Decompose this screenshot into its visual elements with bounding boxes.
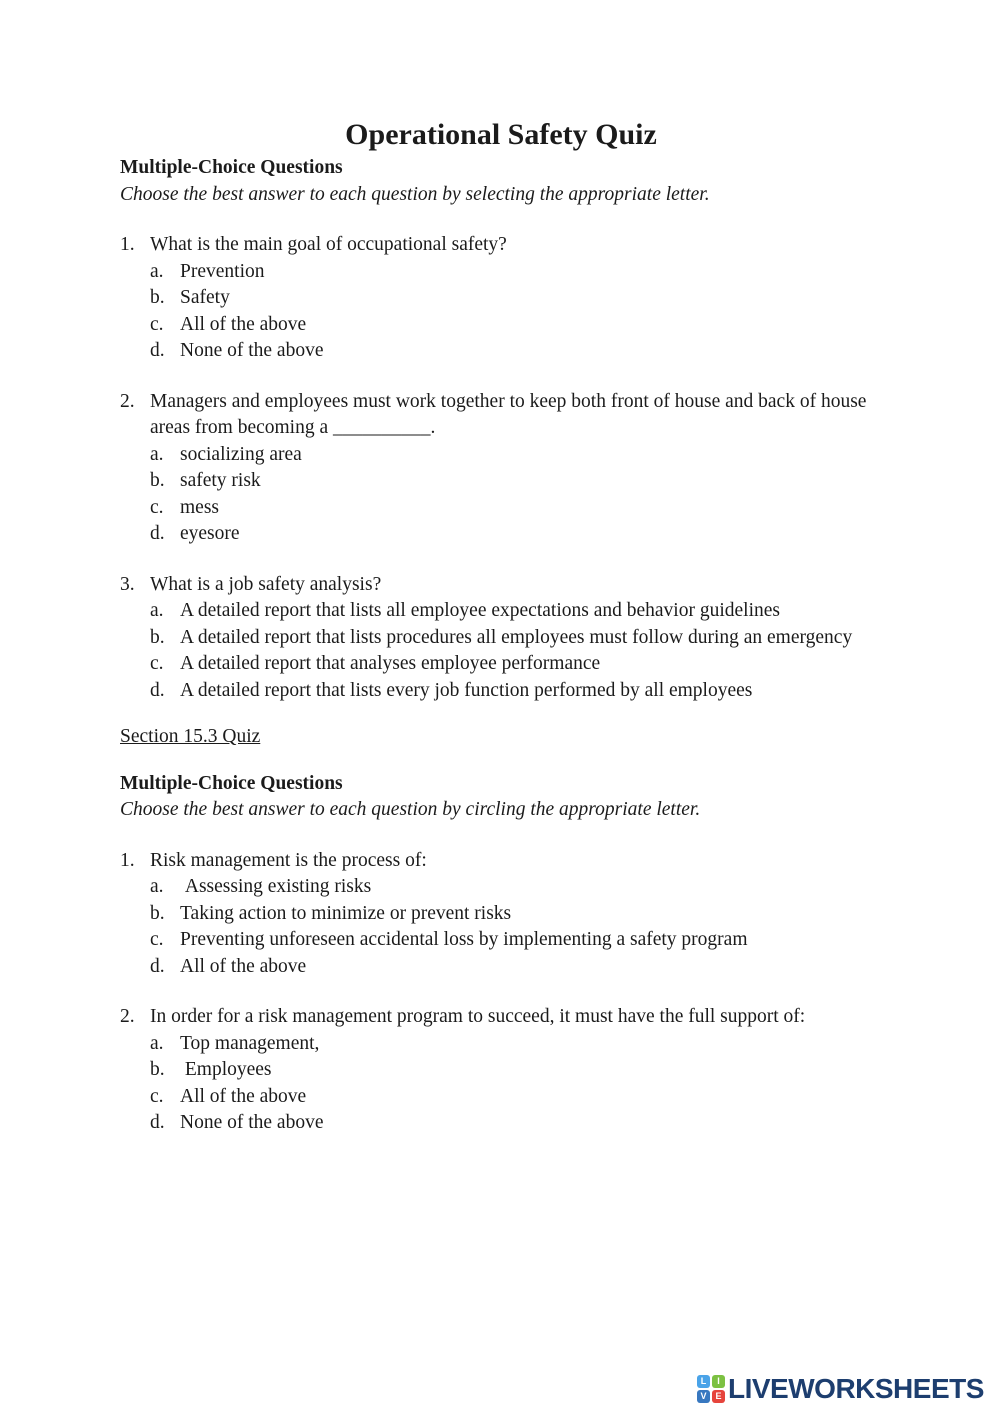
answer-option[interactable]	[150, 521, 882, 548]
answer-option[interactable]	[150, 285, 882, 312]
option-text: A detailed report that lists all employee expectations and behavior guidelines	[180, 600, 780, 621]
option-text: Assessing existing risks	[180, 876, 372, 897]
answer-option[interactable]	[150, 874, 882, 901]
question-list	[120, 232, 882, 704]
option-text: Preventing unforeseen accidental loss by implementing a safety program	[180, 929, 748, 950]
question-list	[120, 848, 882, 1137]
answer-option[interactable]	[150, 901, 882, 928]
question-number: 2.	[120, 1006, 135, 1027]
option-text: All of the above	[180, 1085, 307, 1107]
question	[120, 848, 882, 981]
option-letter: d.	[150, 523, 165, 544]
section-instruction: Choose the best answer to each question by selecting the appropriate letter.	[120, 183, 710, 205]
question-body	[150, 848, 882, 981]
question-text: What is a job safety analysis?	[150, 573, 382, 595]
option-letter: b.	[150, 626, 165, 648]
option-text: eyesore	[180, 523, 240, 544]
option-letter: b.	[150, 1059, 165, 1080]
answer-option[interactable]	[150, 468, 882, 495]
logo-tile-e: E	[712, 1390, 725, 1403]
answer-option[interactable]	[150, 927, 882, 954]
liveworksheets-logo[interactable]	[697, 1374, 984, 1404]
answer-option[interactable]	[150, 678, 882, 705]
question	[120, 1004, 882, 1137]
section-label: Section 15.3 Quiz	[120, 726, 261, 747]
answer-option[interactable]	[150, 954, 882, 981]
answer-option[interactable]	[150, 338, 882, 365]
option-letter: b.	[150, 902, 165, 924]
question-body	[150, 1004, 882, 1137]
answer-option[interactable]	[150, 598, 882, 625]
option-text: Safety	[180, 287, 230, 308]
option-text: Top management,	[180, 1032, 320, 1054]
option-letter: d.	[150, 955, 165, 977]
answer-option[interactable]	[150, 625, 882, 652]
section-heading: Multiple-Choice Questions	[120, 157, 343, 178]
option-letter: d.	[150, 340, 165, 361]
answer-option[interactable]	[150, 651, 882, 678]
question	[120, 572, 882, 705]
option-letter: d.	[150, 1112, 165, 1133]
question	[120, 232, 882, 365]
logo-tile-i: I	[712, 1375, 725, 1388]
question-number: 3.	[120, 573, 135, 595]
option-letter: a.	[150, 443, 164, 465]
answer-option[interactable]	[150, 1057, 882, 1084]
option-text: A detailed report that lists every job function performed by all employees	[180, 679, 753, 701]
answer-option[interactable]	[150, 1031, 882, 1058]
page-title: Operational Safety Quiz	[345, 118, 657, 151]
answer-option[interactable]	[150, 259, 882, 286]
option-letter: a.	[150, 260, 164, 282]
answer-option[interactable]	[150, 1110, 882, 1137]
option-letter: a.	[150, 600, 164, 621]
option-letter: a.	[150, 876, 164, 897]
option-letter: c.	[150, 653, 164, 674]
option-text: Taking action to minimize or prevent risks	[180, 902, 512, 924]
question-text: Managers and employees must work together to keep both front of house and back of house areas from becoming a __________.	[150, 390, 867, 438]
section-heading: Multiple-Choice Questions	[120, 772, 343, 794]
option-text: safety risk	[180, 470, 261, 491]
option-text: All of the above	[180, 313, 307, 335]
question-number: 1.	[120, 234, 135, 255]
option-letter: c.	[150, 313, 164, 335]
section-instruction: Choose the best answer to each question by circling the appropriate letter.	[120, 799, 701, 820]
logo-tile-v: V	[697, 1390, 710, 1403]
question-body	[150, 389, 882, 548]
question	[120, 389, 882, 548]
option-text: Employees	[180, 1059, 272, 1080]
question-body	[150, 232, 882, 365]
answer-option[interactable]	[150, 442, 882, 469]
option-letter: c.	[150, 1085, 164, 1107]
option-text: mess	[180, 496, 219, 518]
answer-option[interactable]	[150, 312, 882, 339]
document-content	[120, 118, 882, 1137]
option-letter: c.	[150, 929, 164, 950]
option-text: All of the above	[180, 955, 307, 977]
option-text: None of the above	[180, 1112, 324, 1133]
question-body	[150, 572, 882, 705]
question-number: 2.	[120, 390, 135, 412]
answer-option[interactable]	[150, 495, 882, 522]
option-text: None of the above	[180, 340, 324, 361]
option-text: A detailed report that analyses employee performance	[180, 653, 601, 674]
answer-option[interactable]	[150, 1084, 882, 1111]
question-text: What is the main goal of occupational safety?	[150, 234, 507, 255]
logo-tile-l: L	[697, 1375, 710, 1388]
question-text: In order for a risk management program to succeed, it must have the full support of:	[150, 1006, 806, 1027]
option-letter: b.	[150, 287, 165, 308]
option-text: Prevention	[180, 260, 265, 282]
option-letter: c.	[150, 496, 164, 518]
question-text: Risk management is the process of:	[150, 849, 427, 871]
option-letter: a.	[150, 1032, 164, 1054]
option-letter: b.	[150, 470, 165, 491]
liveworksheets-logo-text: LIVEWORKSHEETS	[728, 1373, 984, 1404]
option-letter: d.	[150, 679, 165, 701]
liveworksheets-grid-icon	[697, 1375, 725, 1403]
option-text: socializing area	[180, 443, 302, 465]
question-number: 1.	[120, 849, 135, 871]
option-text: A detailed report that lists procedures all employees must follow during an emergency	[180, 626, 853, 648]
